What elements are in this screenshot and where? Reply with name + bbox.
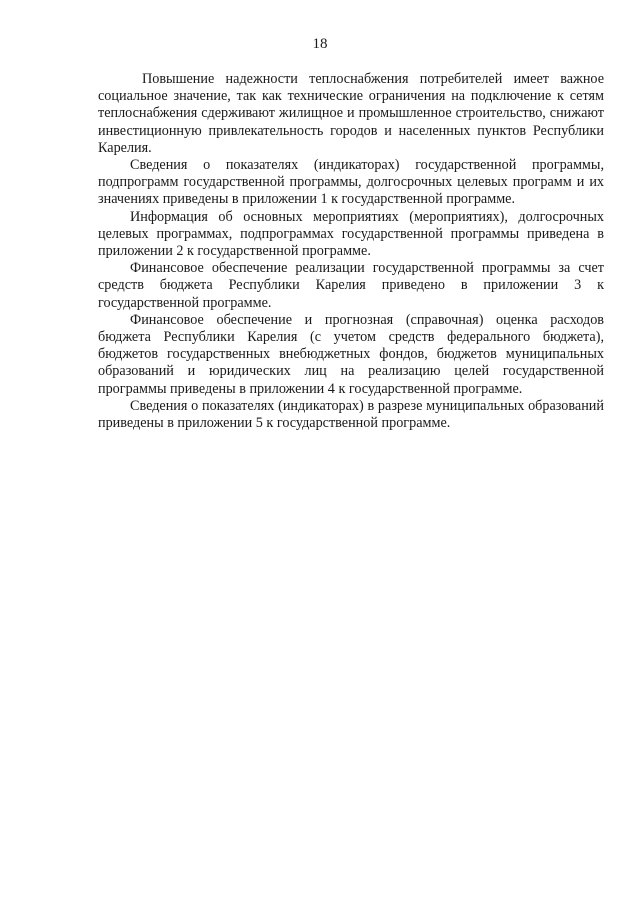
paragraph-forecast-appendix-4: Финансовое обеспечение и прогнозная (справочная) оценка расходов бюджета Республики Карелия (с учетом средств федерального бюджета), бюджетов государственных внебюджетных фондов, бюджетов муниципальных образований и юридических лиц на реализацию целей государственной программы приведены в приложении 4 к государственной программе.: [98, 311, 604, 397]
document-body: [98, 71, 604, 432]
paragraph-municipal-appendix-5: Сведения о показателях (индикаторах) в разрезе муниципальных образований приведены в приложении 5 к государственной программе.: [98, 397, 604, 432]
page-number: 18: [312, 36, 328, 52]
paragraph-indicators-appendix-1: Сведения о показателях (индикаторах) государственной программы, подпрограмм государственной программы, долгосрочных целевых программ и их значениях приведены в приложении 1 к государственной программе.: [98, 157, 604, 208]
paragraph-financing-appendix-3: Финансовое обеспечение реализации государственной программы за счет средств бюджета Республики Карелия приведено в приложении 3 к государственной программе.: [98, 260, 604, 311]
paragraph-measures-appendix-2: Информация об основных мероприятиях (мероприятиях), долгосрочных целевых программах, подпрограммах государственной программы приведена в приложении 2 к государственной программе.: [98, 208, 604, 260]
paragraph-heat-supply-reliability: Повышение надежности теплоснабжения потребителей имеет важное социальное значение, так как технические ограничения на подключение к сетям теплоснабжения сдерживают жилищное и промышленное строительство, снижают инвестиционную привлекательность городов и населенных пунктов Республики Карелия.: [98, 71, 604, 156]
